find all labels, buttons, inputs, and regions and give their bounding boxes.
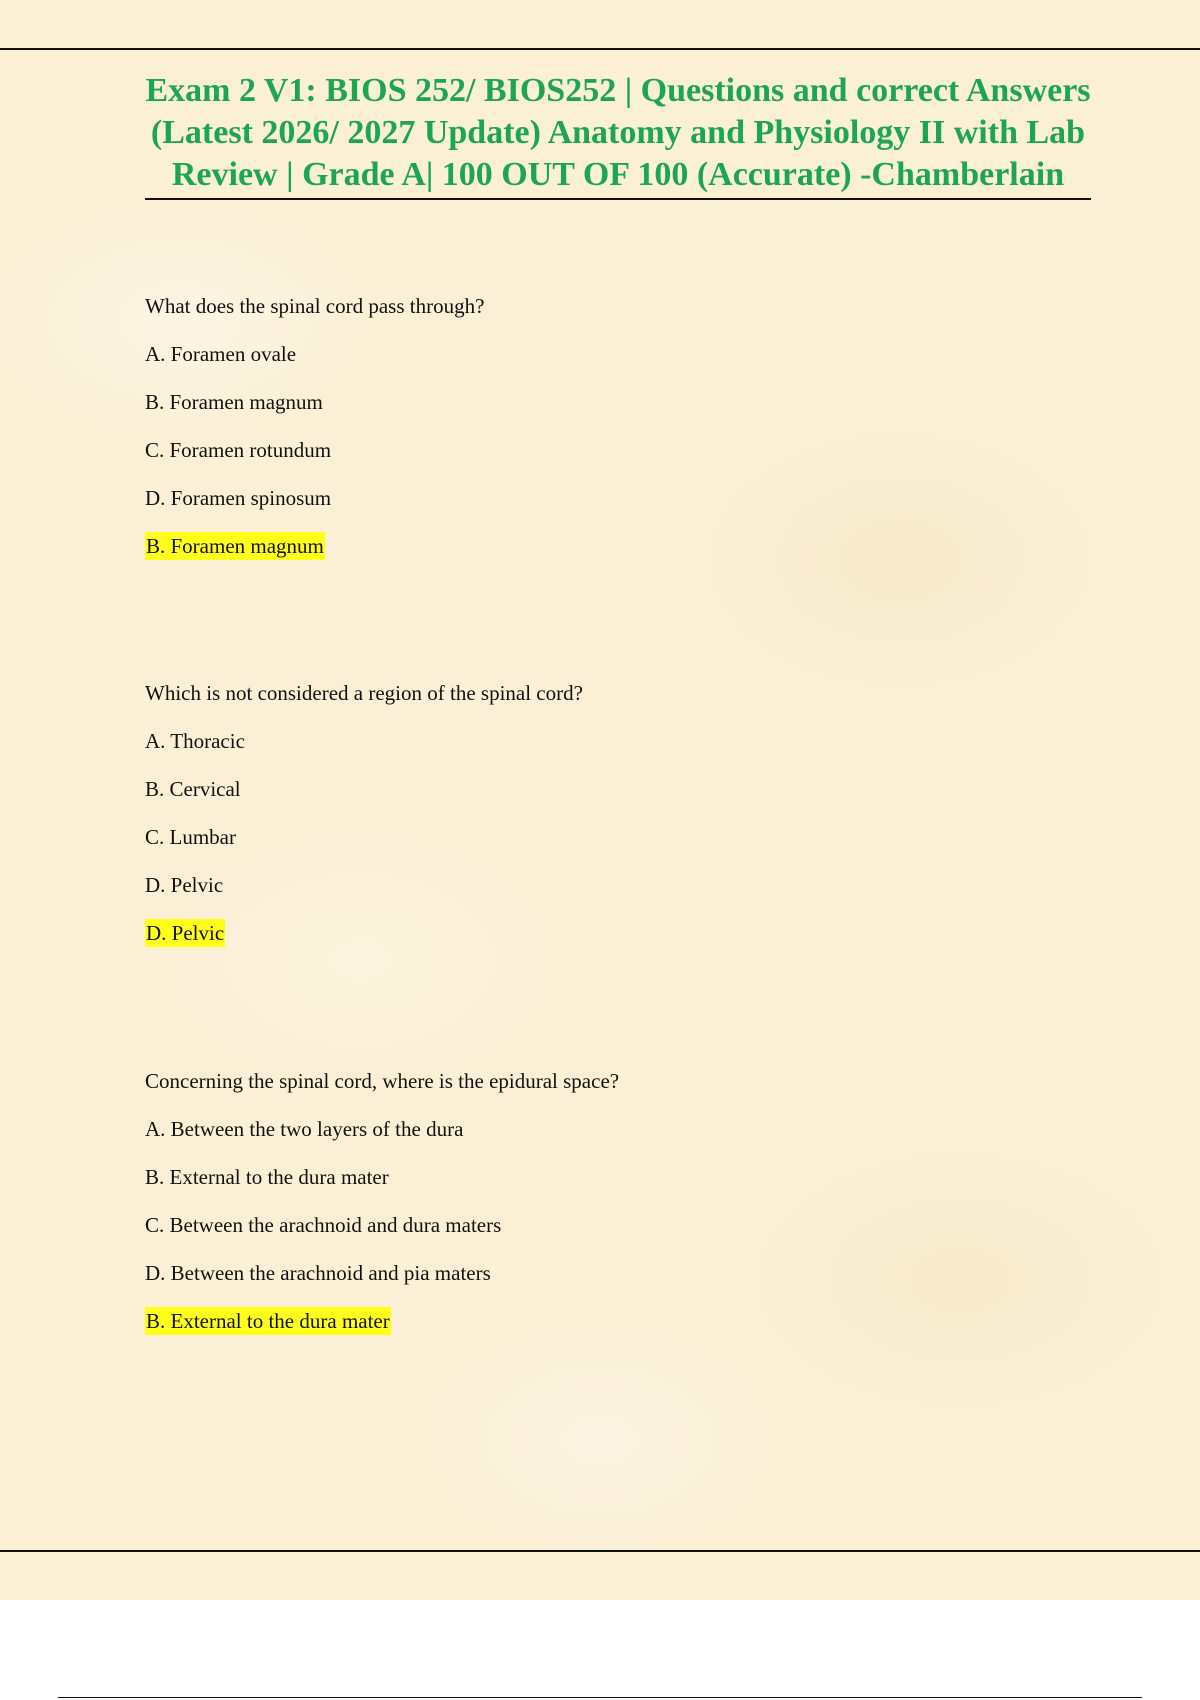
answer-option: D. Between the arachnoid and pia maters bbox=[145, 1261, 491, 1285]
highlighted-answer: B. Foramen magnum bbox=[146, 534, 324, 558]
highlighted-answer: B. External to the dura mater bbox=[146, 1309, 390, 1333]
answer-option: D. Pelvic bbox=[145, 873, 224, 897]
question-text: Concerning the spinal cord, where is the epidural space? bbox=[145, 1069, 620, 1093]
question-block bbox=[145, 292, 1045, 560]
document-title: Exam 2 V1: BIOS 252/ BIOS252 | Questions and correct Answers (Latest 2026/ 2027 Update) Anatomy and Physiology II with Lab Review | Grade A| 100 OUT OF 100 (Accurate) -Chamberlain bbox=[145, 70, 1091, 200]
question-text: Which is not considered a region of the spinal cord? bbox=[145, 681, 583, 705]
answer-option: B. External to the dura mater bbox=[145, 1165, 389, 1189]
highlighted-answer: D. Pelvic bbox=[146, 921, 225, 945]
top-rule bbox=[0, 48, 1200, 50]
answer-option: C. Between the arachnoid and dura maters bbox=[145, 1213, 502, 1237]
question-text: What does the spinal cord pass through? bbox=[145, 294, 485, 318]
question-block bbox=[145, 1067, 1045, 1335]
answer-option: A. Between the two layers of the dura bbox=[145, 1117, 464, 1141]
answer-option: A. Foramen ovale bbox=[145, 342, 297, 366]
answer-option: C. Lumbar bbox=[145, 825, 236, 849]
answer-option: B. Cervical bbox=[145, 777, 241, 801]
bottom-rule bbox=[0, 1550, 1200, 1552]
answer-option: B. Foramen magnum bbox=[145, 390, 323, 414]
footer-rule bbox=[58, 1697, 1142, 1698]
answer-option: D. Foramen spinosum bbox=[145, 486, 332, 510]
answer-option: A. Thoracic bbox=[145, 729, 245, 753]
answer-option: C. Foramen rotundum bbox=[145, 438, 332, 462]
question-block bbox=[145, 679, 1045, 947]
